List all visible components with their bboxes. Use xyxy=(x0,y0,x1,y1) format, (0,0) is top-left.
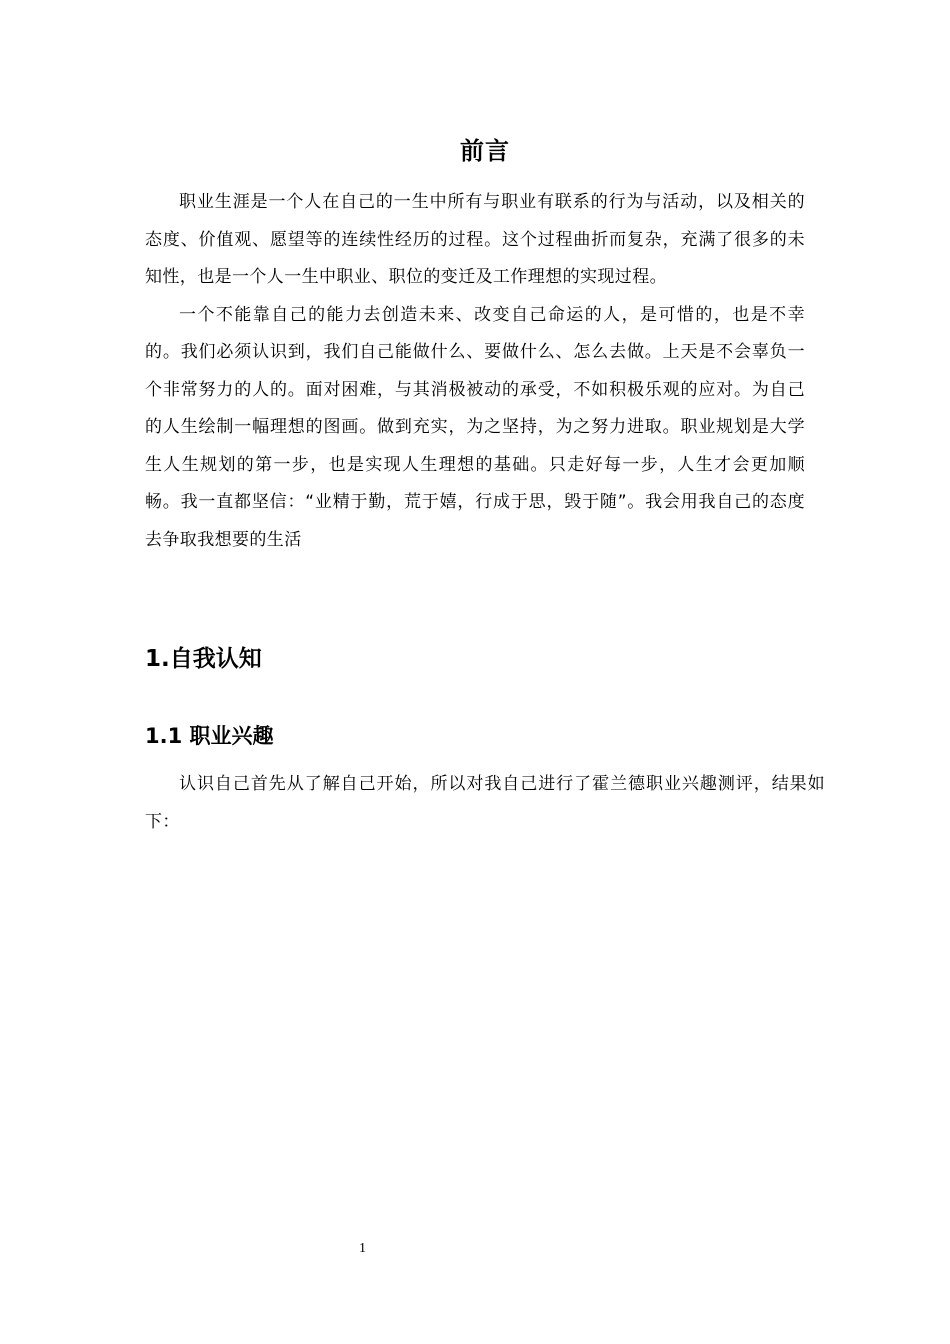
section-heading-self-awareness: 1.自我认知 xyxy=(145,646,262,672)
career-interest-paragraph: 认识自己首先从了解自己开始，所以对我自己进行了霍兰德职业兴趣测评，结果如下： xyxy=(145,774,825,832)
page-content xyxy=(145,132,825,832)
page-number: 1 xyxy=(359,1241,366,1256)
preface-paragraph-2: 一个不能靠自己的能力去创造未来、改变自己命运的人，是可惜的，也是不幸的。我们必须认识到，我们自己能做什么、要做什么、怎么去做。上天是不会辜负一个非常努力的人的。面对困难，与其消极被动的承受，不如积极乐观的应对。为自己的人生绘制一幅理想的图画。做到充实，为之坚持，为之努力进取。职业规划是大学生人生规划的第一步，也是实现人生理想的基础。只走好每一步，人生才会更加顺畅。我一直都坚信：“业精于勤，荒于嬉，行成于思，毁于随”。我会用我自己的态度去争取我想要的生活 xyxy=(145,304,805,550)
preface-paragraph-1: 职业生涯是一个人在自己的一生中所有与职业有联系的行为与活动，以及相关的态度、价值观、愿望等的连续性经历的过程。这个过程曲折而复杂，充满了很多的未知性，也是一个人一生中职业、职位的变迁及工作理想的实现过程。 xyxy=(145,192,805,287)
career-interest-section xyxy=(145,766,825,841)
document-title: 前言 xyxy=(460,137,510,165)
subsection-heading-career-interest: 1.1 职业兴趣 xyxy=(145,724,274,748)
preface-section xyxy=(145,184,805,559)
